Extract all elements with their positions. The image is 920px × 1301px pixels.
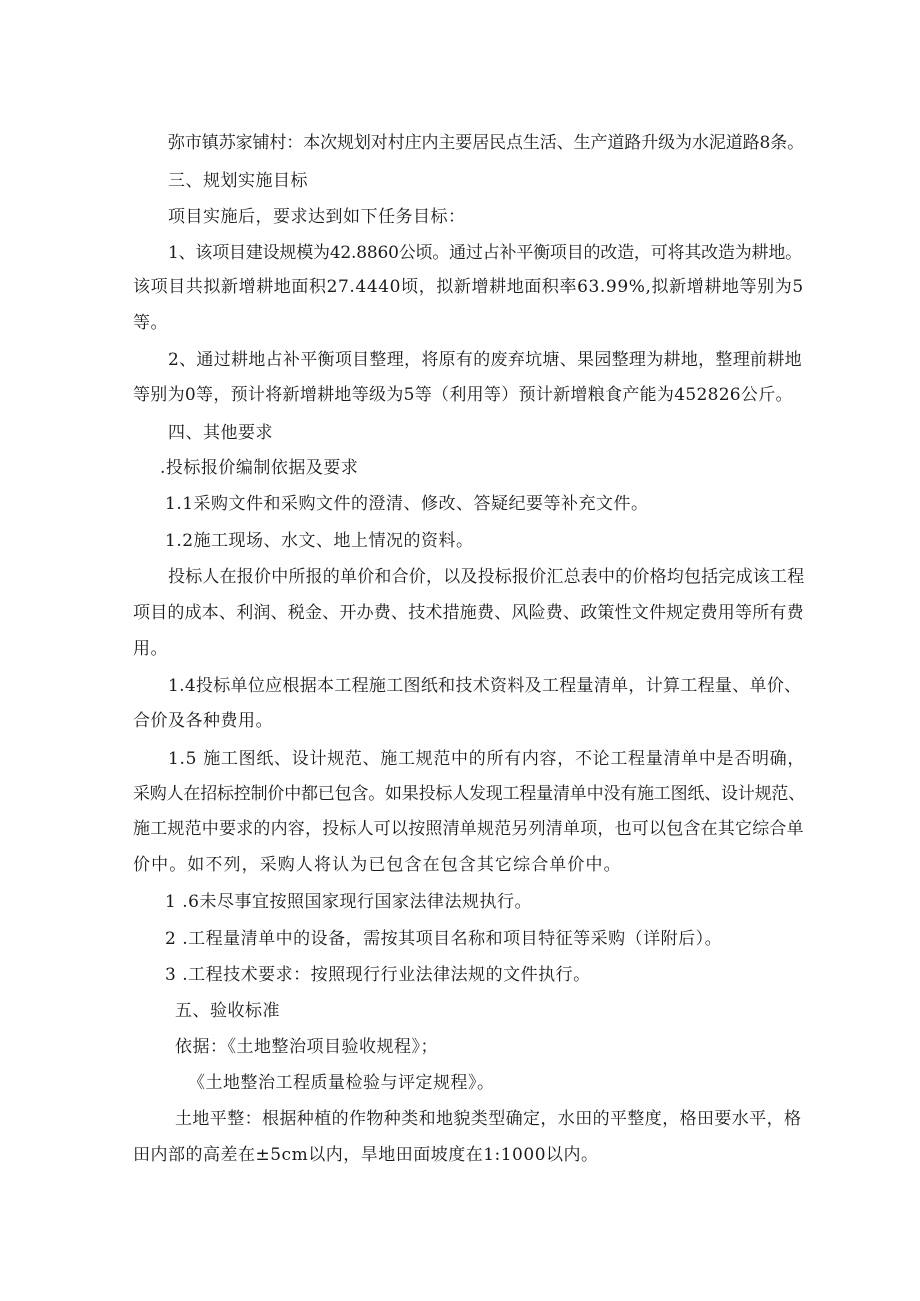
paragraph-line: 《土地整治工程质量检验与评定规程》。 (188, 1073, 495, 1093)
paragraph-line: 1.1采购文件和采购文件的澄清、修改、答疑纪要等补充文件。 (165, 494, 649, 514)
paragraph-line: 采购人在招标控制价中都已包含。如果投标人发现工程量清单中没有施工图纸、设计规范、 (133, 784, 805, 804)
paragraph-line: 项目实施后，要求达到如下任务目标： (168, 207, 466, 227)
paragraph-line: 2、通过耕地占补平衡项目整理，将原有的废弃坑塘、果园整理为耕地，整理前耕地 (168, 350, 802, 370)
paragraph-line: 用。 (133, 639, 168, 659)
paragraph-line: 田内部的高差在±5cm以内，旱地田面坡度在1:1000以内。 (133, 1145, 599, 1165)
paragraph-line: 等别为0等，预计将新增耕地等级为5等（利用等）预计新增粮食产能为452826公斤。 (133, 385, 793, 405)
paragraph-line: 1 .6未尽事宜按照国家现行国家法律法规执行。 (165, 892, 532, 912)
paragraph-line: 项目的成本、利润、税金、开办费、技术措施费、风险费、政策性文件规定费用等所有费 (133, 603, 804, 623)
paragraph-line: 等。 (133, 313, 168, 333)
paragraph-line: .投标报价编制依据及要求 (160, 458, 359, 478)
paragraph-line: 3 .工程技术要求：按照现行行业法律法规的文件执行。 (165, 965, 591, 985)
paragraph-line: 投标人在报价中所报的单价和合价，以及投标报价汇总表中的价格均包括完成该工程 (168, 567, 805, 587)
paragraph-line: 1.4投标单位应根据本工程施工图纸和技术资料及工程量清单，计算工程量、单价、 (168, 676, 802, 696)
paragraph-line: 弥市镇苏家铺村：本次规划对村庄内主要居民点生活、生产道路升级为水泥道路8条。 (168, 133, 805, 153)
paragraph-line: 土地平整：根据种植的作物种类和地貌类型确定，水田的平整度，格田要水平，格 (175, 1109, 802, 1129)
paragraph-line: 2 .工程量清单中的设备，需按其项目名称和项目特征等采购（详附后）。 (165, 929, 723, 949)
section-heading: 四、其他要求 (168, 423, 273, 443)
paragraph-line: 依据：《土地整治项目验收规程》； (175, 1037, 438, 1057)
paragraph-line: 1.5 施工图纸、设计规范、施工规范中的所有内容，不论工程量清单中是否明确， (168, 749, 806, 769)
paragraph-line: 1、该项目建设规模为42.8860公顷。通过占补平衡项目的改造，可将其改造为耕地。 (168, 243, 802, 263)
paragraph-line: 价中。如不列，采购人将认为已包含在包含其它综合单价中。 (133, 855, 622, 875)
paragraph-line: 施工规范中要求的内容，投标人可以按照清单规范另列清单项，也可以包含在其它综合单 (133, 819, 804, 839)
paragraph-line: 合价及各种费用。 (133, 711, 273, 731)
paragraph-line: 1.2施工现场、水文、地上情况的资料。 (165, 531, 474, 551)
section-heading: 三、规划实施目标 (168, 171, 308, 191)
section-heading: 五、验收标准 (175, 1001, 280, 1021)
paragraph-line: 该项目共拟新增耕地面积27.4440顷，拟新增耕地面积率63.99%,拟新增耕地等别为5 (133, 277, 804, 297)
